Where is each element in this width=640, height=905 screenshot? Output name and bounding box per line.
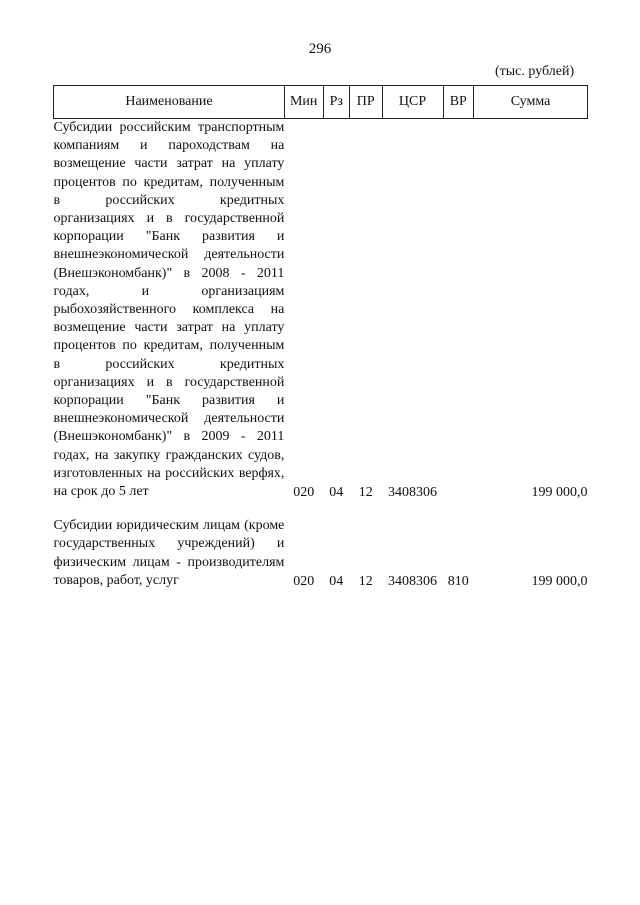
table-header-row <box>54 86 588 119</box>
header-min: Мин <box>284 86 323 119</box>
header-rz: Рз <box>323 86 349 119</box>
table-row <box>54 501 588 590</box>
row-sum: 199 000,0 <box>531 485 588 501</box>
row-min: 020 <box>293 574 315 590</box>
table-row <box>54 119 588 502</box>
row-name: Субсидии юридическим лицам (кроме государственных учреждений) и физическим лицам - производителям товаров, работ, услуг <box>53 518 285 588</box>
row-vr: 810 <box>447 574 469 590</box>
row-min: 020 <box>293 485 315 501</box>
row-pr: 12 <box>358 574 373 590</box>
row-pr: 12 <box>358 485 373 501</box>
row-sum: 199 000,0 <box>531 574 588 590</box>
row-rz: 04 <box>329 485 344 501</box>
row-rz: 04 <box>329 574 344 590</box>
header-pr: ПР <box>349 86 382 119</box>
header-csr: ЦСР <box>382 86 443 119</box>
page-number: 296 <box>308 41 332 57</box>
budget-table <box>53 85 588 590</box>
row-csr: 3408306 <box>388 574 438 590</box>
row-vr <box>443 119 474 502</box>
header-name: Наименование <box>54 86 285 119</box>
row-name: Субсидии российским транспортным компаниям и пароходствам на возмещение части затрат на уплату процентов по кредитам, полученным в российских кредитных организациях и в государственной корпорации "Банк развития и внешнеэкономической деятельности (Внешэкономбанк)" в 2008 - 2011 годах, и организациям рыбохозяйственного комплекса на возмещение части затрат на уплату процентов по кредитам, полученным в российских кредитных организациях и в государственной корпорации "Банк развития и внешнеэкономической деятельности (Внешэкономбанк)" в 2009 - 2011 годах, на закупку гражданских судов, изготовленных на российских верфях, на срок до 5 лет <box>53 120 285 500</box>
header-vr: ВР <box>443 86 474 119</box>
units-label: (тыс. рублей) <box>495 64 575 79</box>
header-sum: Сумма <box>474 86 588 119</box>
row-csr: 3408306 <box>388 485 438 501</box>
